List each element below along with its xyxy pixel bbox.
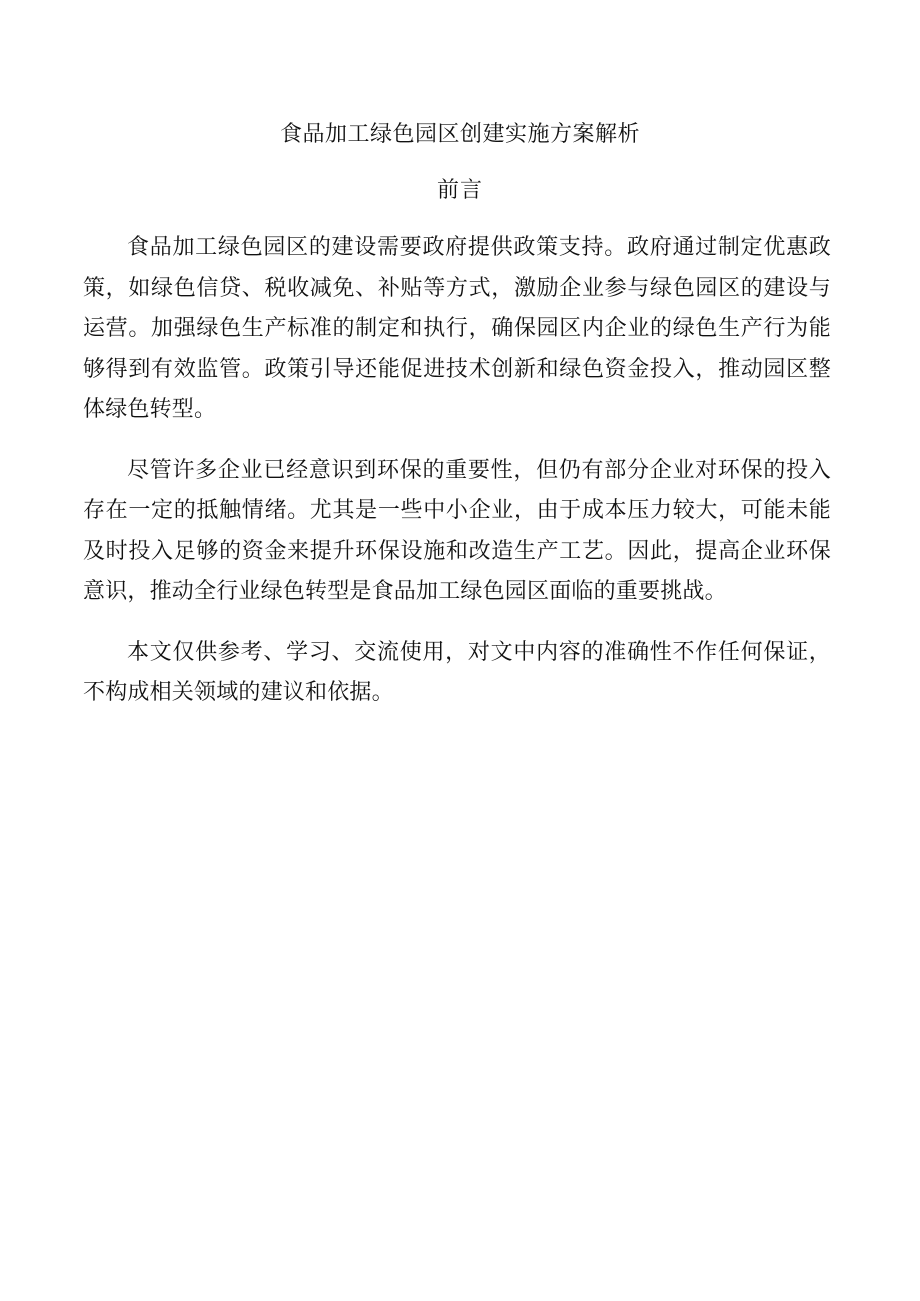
paragraph-enterprise-awareness: 尽管许多企业已经意识到环保的重要性，但仍有部分企业对环保的投入存在一定的抵触情绪。尤其是一些中小企业，由于成本压力较大，可能未能及时投入足够的资金来提升环保设施和改造生产工艺。因此，提高企业环保意识，推动全行业绿色转型是食品加工绿色园区面临的重要挑战。: [83, 457, 831, 604]
section-heading: 前言: [436, 178, 483, 203]
document-body: [83, 228, 831, 734]
paragraph-disclaimer: 本文仅供参考、学习、交流使用，对文中内容的准确性不作任何保证，不构成相关领域的建议和依据。: [83, 639, 831, 705]
paragraph-policy-support: 食品加工绿色园区的建设需要政府提供政策支持。政府通过制定优惠政策，如绿色信贷、税收减免、补贴等方式，激励企业参与绿色园区的建设与运营。加强绿色生产标准的制定和执行，确保园区内企业的绿色生产行为能够得到有效监管。政策引导还能促进技术创新和绿色资金投入，推动园区整体绿色转型。: [83, 235, 831, 422]
document-title: 食品加工绿色园区创建实施方案解析: [279, 122, 640, 147]
